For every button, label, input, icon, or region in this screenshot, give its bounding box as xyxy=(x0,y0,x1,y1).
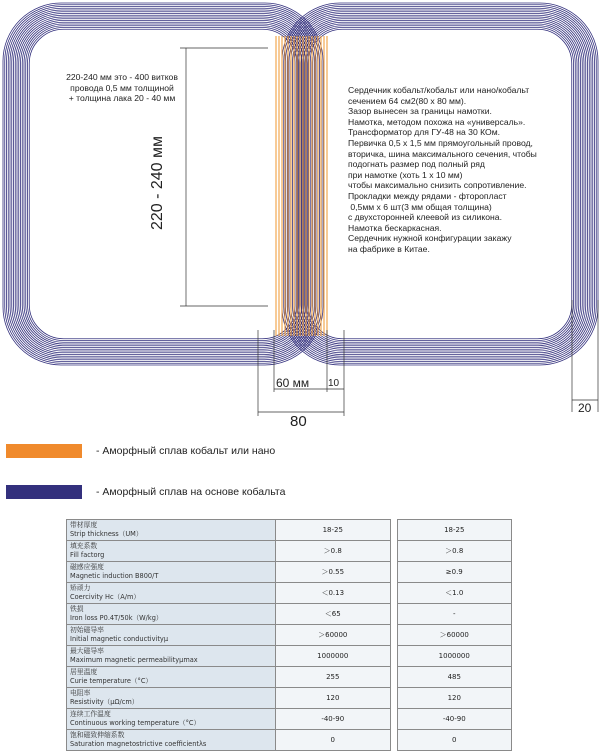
property-name-en: Coercivity Hc（A/m） xyxy=(70,593,140,601)
column-gap xyxy=(390,688,397,709)
table-row xyxy=(67,730,512,751)
value-col-2: 120 xyxy=(397,688,512,709)
column-gap xyxy=(390,520,397,541)
dim-10-label: 10 xyxy=(328,378,340,389)
property-label xyxy=(67,562,276,583)
table-row xyxy=(67,604,512,625)
column-gap xyxy=(390,604,397,625)
table-row xyxy=(67,541,512,562)
column-gap xyxy=(390,541,397,562)
property-name-en: Iron loss P0.4T/50k（W/kg） xyxy=(70,614,163,622)
column-gap xyxy=(390,646,397,667)
value-col-1: 1000000 xyxy=(276,646,391,667)
table-row xyxy=(67,709,512,730)
value-col-1: ＞0.8 xyxy=(276,541,391,562)
core-height-label: 220 - 240 мм xyxy=(149,135,166,231)
transformer-description: Сердечник кобальт/кобальт или нано/кобальт сечением 64 см2(80 х 80 мм). Зазор вынесен за границы намотки. Намотка, методом похожа на «универсаль». Трансформатор для ГУ-48 на 30 КОм. Первичка 0,5 х 1,5 мм прямоугольный провод, вторичка, шина максимального сечения, чтобы подогнать размер под полный ряд при намотке (хоть 1 х 10 мм) чтобы максимально снизить сопротивление. Прокладки между рядами - фторопласт 0,5мм х 6 шт(3 мм общая толщина) с двухсторонней клеевой из силикона. Намотка бескаркасная. Сердечник нужной конфигурации закажу на фабрике в Китае. xyxy=(348,85,537,254)
property-label xyxy=(67,583,276,604)
property-name-zh: 填充系数 xyxy=(70,542,98,550)
property-name-en: Maximum magnetic permeabilityμmax xyxy=(70,656,198,664)
column-gap xyxy=(390,667,397,688)
property-label xyxy=(67,667,276,688)
value-col-2: ＞0.8 xyxy=(397,541,512,562)
property-name-en: Continuous working temperature（°C） xyxy=(70,719,201,727)
property-name-zh: 铁损 xyxy=(70,605,84,613)
legend-swatch-orange xyxy=(6,444,82,458)
property-label xyxy=(67,520,276,541)
value-col-1: 18-25 xyxy=(276,520,391,541)
material-spec-table xyxy=(66,519,512,751)
value-col-1: -40-90 xyxy=(276,709,391,730)
value-col-1: 255 xyxy=(276,667,391,688)
value-col-2: ＜1.0 xyxy=(397,583,512,604)
property-name-en: Fill factorg xyxy=(70,551,105,559)
value-col-1: ＞60000 xyxy=(276,625,391,646)
legend-label: - Аморфный сплав кобальт или нано xyxy=(96,445,276,457)
property-name-zh: 最大磁导率 xyxy=(70,647,104,655)
property-label xyxy=(67,625,276,646)
column-gap xyxy=(390,709,397,730)
value-col-2: ≥0.9 xyxy=(397,562,512,583)
property-name-zh: 电阻率 xyxy=(70,689,91,697)
property-name-zh: 连续工作温度 xyxy=(70,710,111,718)
table-row xyxy=(67,520,512,541)
table-row xyxy=(67,688,512,709)
property-name-zh: 初始磁导率 xyxy=(70,626,104,634)
dim-60-label: 60 мм xyxy=(276,376,310,390)
legend-item-nano xyxy=(6,444,275,458)
property-label xyxy=(67,688,276,709)
value-col-1: 0 xyxy=(276,730,391,751)
table-row xyxy=(67,646,512,667)
property-name-en: Saturation magnetostrictive coefficientλs xyxy=(70,740,207,748)
property-name-zh: 磁感应强度 xyxy=(70,563,104,571)
value-col-2: 485 xyxy=(397,667,512,688)
value-col-2: 1000000 xyxy=(397,646,512,667)
property-label xyxy=(67,709,276,730)
property-label xyxy=(67,646,276,667)
column-gap xyxy=(390,730,397,751)
property-name-en: Magnetic induction B800/T xyxy=(70,572,159,580)
value-col-2: 0 xyxy=(397,730,512,751)
dim-80-label: 80 xyxy=(290,413,307,430)
dim-20-label: 20 xyxy=(578,401,592,415)
legend-swatch-blue xyxy=(6,485,82,499)
property-name-en: Initial magnetic conductivityμ xyxy=(70,635,169,643)
table-row xyxy=(67,667,512,688)
value-col-2: - xyxy=(397,604,512,625)
table-row xyxy=(67,625,512,646)
property-name-en: Curie temperature（°C） xyxy=(70,677,153,685)
table-row xyxy=(67,583,512,604)
property-label xyxy=(67,541,276,562)
value-col-1: ＜65 xyxy=(276,604,391,625)
property-label xyxy=(67,604,276,625)
winding-thickness-note: 220-240 мм это - 400 витков провода 0,5 мм толщиной + толщина лака 20 - 40 мм xyxy=(66,72,178,104)
property-name-en: Strip thickness（UM） xyxy=(70,530,143,538)
property-name-zh: 矫顽力 xyxy=(70,584,91,592)
property-name-zh: 带材厚度 xyxy=(70,521,98,529)
value-col-2: -40-90 xyxy=(397,709,512,730)
value-col-1: 120 xyxy=(276,688,391,709)
legend-label: - Аморфный сплав на основе кобальта xyxy=(96,486,286,498)
property-name-zh: 居里温度 xyxy=(70,668,98,676)
table-row xyxy=(67,562,512,583)
property-name-zh: 饱和磁致伸缩系数 xyxy=(70,731,125,739)
value-col-1: ＜0.13 xyxy=(276,583,391,604)
column-gap xyxy=(390,562,397,583)
value-col-2: ＞60000 xyxy=(397,625,512,646)
property-name-en: Resistivity（μΩ/cm） xyxy=(70,698,139,706)
column-gap xyxy=(390,625,397,646)
property-label xyxy=(67,730,276,751)
value-col-1: ＞0.55 xyxy=(276,562,391,583)
value-col-2: 18-25 xyxy=(397,520,512,541)
legend-item-cobalt xyxy=(6,485,285,499)
column-gap xyxy=(390,583,397,604)
